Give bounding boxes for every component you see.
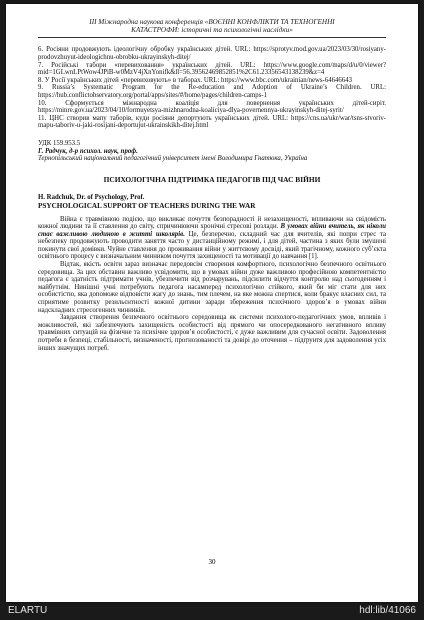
running-header bbox=[38, 18, 386, 34]
repository-label: ELARTU bbox=[8, 605, 48, 616]
article-title-en: PSYCHOLOGICAL SUPPORT OF TEACHERS DURING THE WAR bbox=[38, 201, 256, 210]
author-line: Г. Радчук, д-р психол. наук, проф. bbox=[38, 147, 138, 155]
header-line-2: КАТАСТРОФИ: історичні та психологічні наслідки» bbox=[131, 26, 293, 35]
para1-part-a: Війна є травмівною подією, що викликає почуття безпорадності й незахищеності, впливаючи на свідомість кожної людини та її ставлення до світу, спричинюючи хронічні стресові розлади. bbox=[38, 215, 386, 231]
affiliation: Тернопільський національний педагогічний університет імені Володимира Гнатюка, Україна bbox=[38, 155, 308, 163]
reference-list bbox=[38, 46, 386, 130]
handle-label: hdl:lib/41066 bbox=[359, 605, 416, 616]
reference-item: 6. Росіяни продовжують ідеологічну обробку українських дітей. URL: https://sprotyv.mod.gov.ua/2023/03/30/rosiyany-prodovzhuyut-ideologichnu-obrobku-ukrayinskyh-ditej/ bbox=[38, 46, 386, 61]
reference-item: 11. ЦНС створив мапу таборів, куди росіяни депортують українських дітей. URL: https://cns.ua/ukr/war/tsns-stvoriv-mapu-taboriv-u-jaki-rosijani-deportujut-ukrainskikh-ditej.html bbox=[38, 114, 386, 130]
reference-item: 9. Russia’s Systematic Program for the Re-education and Adoption of Ukraine’s Children. URL: https://hub.conflictobservatory.org/portal/apps/sites/#/home/pages/children-camps-1 bbox=[38, 84, 386, 99]
header-rule bbox=[38, 37, 386, 38]
page-number: 30 bbox=[208, 558, 216, 566]
author-line-en: H. Radchuk, Dr. of Psychology, Prof. bbox=[38, 193, 145, 201]
article-title-ua: ПСИХОЛОГІЧНА ПІДТРИМКА ПЕДАГОГІВ ПІД ЧАС ВІЙНИ bbox=[103, 174, 321, 184]
reference-item: 10. Сформується міжнародна коаліція для повернення українських дітей-сиріт. https://minre.gov.ua/2023/04/10/formuyetsya-mizhnarodna-koaliciya-dlya-povernennya-ukrayinskyh-ditej-syrit/ bbox=[38, 99, 386, 115]
para1-part-c: Це, безперечно, складний час для вчителів, які попри стрес та небезпеку продовжують проводити заняття часто у дистанційному режимі, і для дітей, частина з яких були змушені покинути свої домівки. Чуйне ставлення до проживання війни у життєвому досвіді, який трагічному, кожного суб’єкта освітнього процесу є визначальним чинником почуття захищеності та мотивації до навчання [1]. bbox=[38, 230, 386, 261]
viewer-footer bbox=[0, 602, 424, 620]
reference-item: 7. Російські табори «перевиховання» українських дітей. URL: https://www.google.com/maps/d/u/0/viewer?mid=1GLwnLPtWow4JPiB-w0MzV4jXnYonifk&ll=56.39562469852851%2C61.23356543138239&z=4 bbox=[38, 61, 386, 77]
page-content bbox=[38, 18, 386, 352]
para1-emphasis: В умовах війни вчитель, як ніколи стає важливою людиною в житті школярів. bbox=[38, 223, 386, 238]
body-paragraph-1 bbox=[38, 216, 386, 262]
document-page bbox=[6, 4, 418, 602]
header-line-1: ІІІ Міжнародна наукова конференція «ВОЄННІ КОНФЛІКТИ ТА ТЕХНОГЕННІ bbox=[89, 18, 335, 26]
body-paragraph-2: Відтак, якість освіти зараз визначає передовсім створення комфортного, психологічно безпечного освітнього середовища. За цих обставин важливо усвідомити, що в умовах війни дуже важливою професійною компетентністю педагога є здатність підтримати учнів, убезпечити від розчарувань, підсилити відчуття контролю над сьогоденням і майбутнім. Нинішні учні потребують педагога насамперед психологічно стійкого, який би міг стати для них особистістю, яка допоможе відповісти жагу до знань, тим плечем, на яке можна спертися, коли бракує власних сил, та сприятиме розвитку резильєнтності кожної дитини заради збереження психічного здоров’я в умовах війни надскладних стресогенних чинників. bbox=[38, 261, 386, 314]
udc-code: УДК 159.953.5 bbox=[38, 139, 81, 147]
reference-item: 8. У Росії українських дітей «перевиховують» в таборах. URL: https://www.bbc.com/ukrainian/news-64646643 bbox=[38, 76, 353, 84]
body-paragraph-3: Завдання створення безпечного освітнього середовища як системи психолого-педагогічних умов, впливів і можливостей, які забезпечують захищеність особистості від прямого чи опосередкованого негативного впливу травмівних ситуацій на фізичне та психічне здоров’я особистості, є дуже важливим для сучасної освіти. Задоволення потреби в безпеці, стабільності, визначеності, прогнозованості та довірі до оточення – підґрунтя для задоволення усіх інших значущих потреб. bbox=[38, 314, 386, 352]
